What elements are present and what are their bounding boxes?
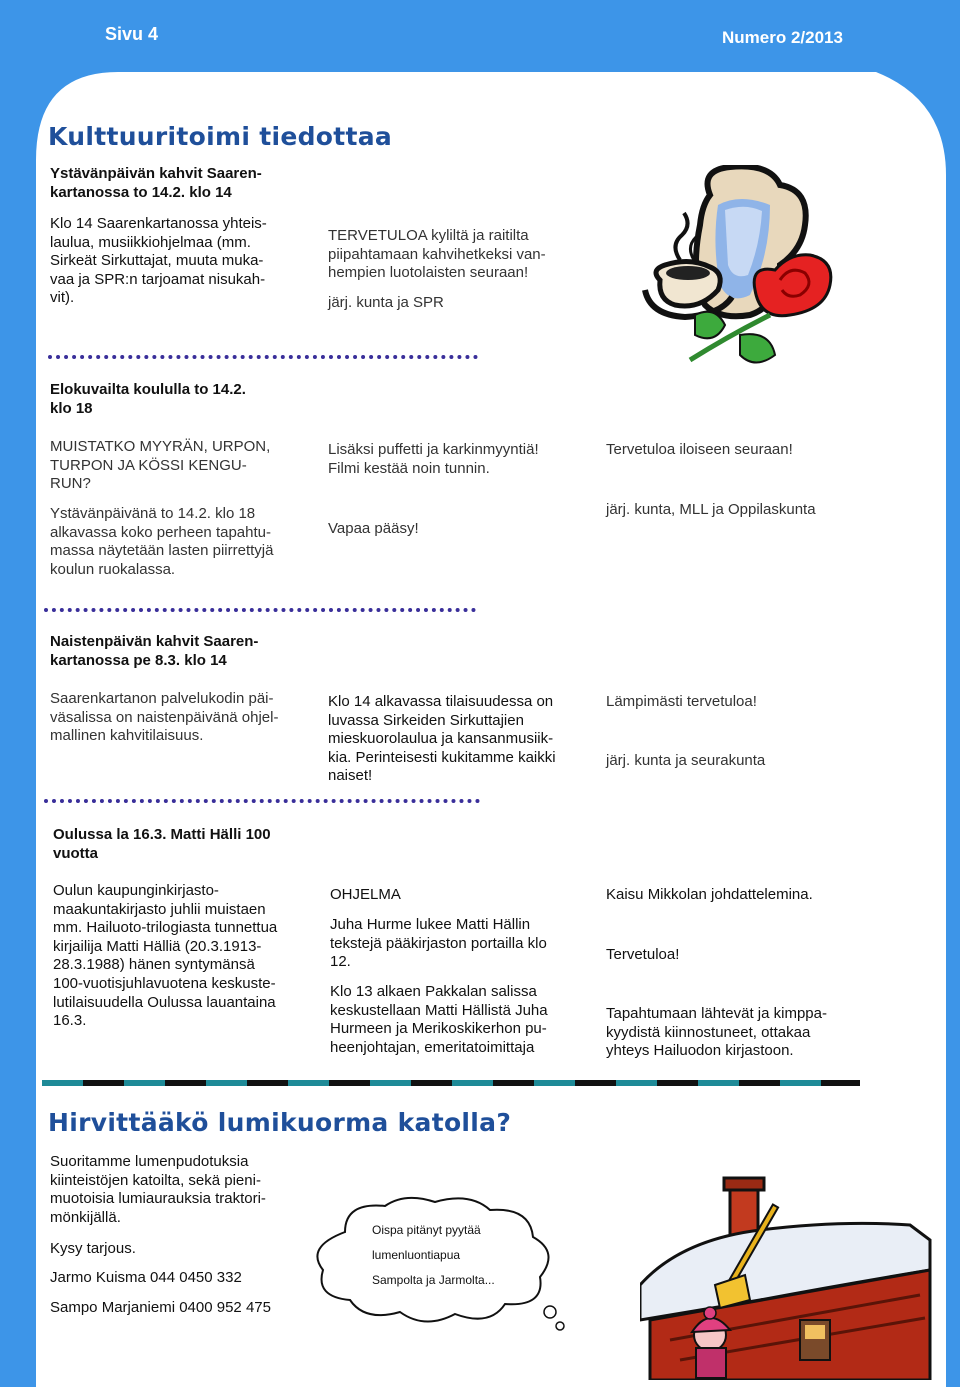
contact-jarmo: Jarmo Kuisma 044 0450 332 [50,1269,242,1286]
event1-organizer: järj. kunta ja SPR [328,294,444,311]
event1-col1: Klo 14 Saarenkartanossa yhteis- laulua, musiikkiohjelmaa (mm. Sirkeät Sirkuttajat, muuta muka- vaa ja SPR:n tarjoamat nisukah- vit). [50,215,267,307]
event4-col3-p2: Tervetuloa! [606,946,680,963]
event2-col2-p2: Vapaa pääsy! [328,520,419,537]
event4-heading: Oulussa la 16.3. Matti Hälli 100 vuotta [53,826,271,862]
event3-col3-p1: Lämpimästi tervetuloa! [606,693,757,710]
event4-col2-p3: Klo 13 alkaen Pakkalan salissa keskustellaan Matti Hällistä Juha Hurmeen ja Merikoskikerhon pu- heenjohtajan, emeritatoimittaja [330,983,548,1056]
snow-request-quote: Kysy tarjous. [50,1240,136,1257]
event1-col2: TERVETULOA kyliltä ja raitilta piipahtamaan kahvihetkeksi van- hempien luotolaisten seuraan! [328,227,546,282]
event3-col1: Saarenkartanon palvelukodin päi- väsalissa on naistenpäivänä ohjel- mallinen kahvitilaisuus. [50,690,279,745]
event3-heading: Naistenpäivän kahvit Saaren- kartanossa pe 8.3. klo 14 [50,633,259,669]
snowy-roof-illustration [640,1170,940,1380]
issue-number: Numero 2/2013 [722,28,843,47]
coffee-rose-illustration [630,165,860,380]
event3-col2: Klo 14 alkavassa tilaisuudessa on luvassa Sirkeiden Sirkuttajien mieskuorolaulua ja kansanmusiik- kia. Perinteisesti kukitamme kaikki naiset! [328,693,556,785]
event4-col1: Oulun kaupunginkirjasto- maakuntakirjasto juhlii muistaen mm. Hailuoto-trilogiasta tunnettua kirjailija Matti Hälliä (20.3.1913- 28.3.1988) hänen syntymänsä 100-vuotisjuhlavuotena keskuste- lutilaisuudella Oulussa lauantaina 16.3. [53,882,278,1030]
event4-col2-p2: Juha Hurme lukee Matti Hällin tekstejä pääkirjaston portailla klo 12. [330,916,547,971]
event3-col3-p2: järj. kunta ja seurakunta [606,752,766,769]
snow-service-description: Suoritamme lumenpudotuksia kiinteistöjen katoilta, sekä pieni- muotoisia lumiaurauksia traktori- mönkijällä. [50,1153,266,1226]
event2-col2-p1: Lisäksi puffetti ja karkinmyyntiä! Filmi kestää noin tunnin. [328,441,539,477]
cloud-text-line1: Oispa pitänyt pyytää [372,1223,481,1237]
event4-col2-p1: OHJELMA [330,886,401,903]
section-divider [44,799,480,803]
event4-col3-p3: Tapahtumaan lähtevät ja kimppa- kyydistä kiinnostuneet, ottakaa yhteys Hailuodon kirjastoon. [606,1005,827,1060]
section-divider [44,608,476,612]
event2-col1-p1: MUISTATKO MYYRÄN, URPON, TURPON JA KÖSSI KENGU- RUN? [50,438,271,493]
section-title-snow: Hirvittääkö lumikuorma katolla? [48,1108,512,1137]
event2-col1-p2: Ystävänpäivänä to 14.2. klo 18 alkavassa koko perheen tapahtu- massa näytetään lasten piirrettyjä koulun ruokalassa. [50,505,274,578]
section-separator-rule [42,1080,860,1086]
event2-col3-p1: Tervetuloa iloiseen seuraan! [606,441,793,458]
event2-heading: Elokuvailta koululla to 14.2. klo 18 [50,381,246,417]
contact-sampo: Sampo Marjaniemi 0400 952 475 [50,1299,271,1316]
cloud-text-line3: Sampolta ja Jarmolta... [372,1273,495,1287]
event4-col3-p1: Kaisu Mikkolan johdattelemina. [606,886,813,903]
section-divider [48,355,478,359]
event2-col3-p2: järj. kunta, MLL ja Oppilaskunta [606,501,816,518]
cloud-text-line2: lumenluontiapua [372,1248,461,1262]
event1-heading: Ystävänpäivän kahvit Saaren- kartanossa to 14.2. klo 14 [50,165,262,201]
page-number: Sivu 4 [105,24,159,44]
section-title-culture: Kulttuuritoimi tiedottaa [48,122,393,151]
